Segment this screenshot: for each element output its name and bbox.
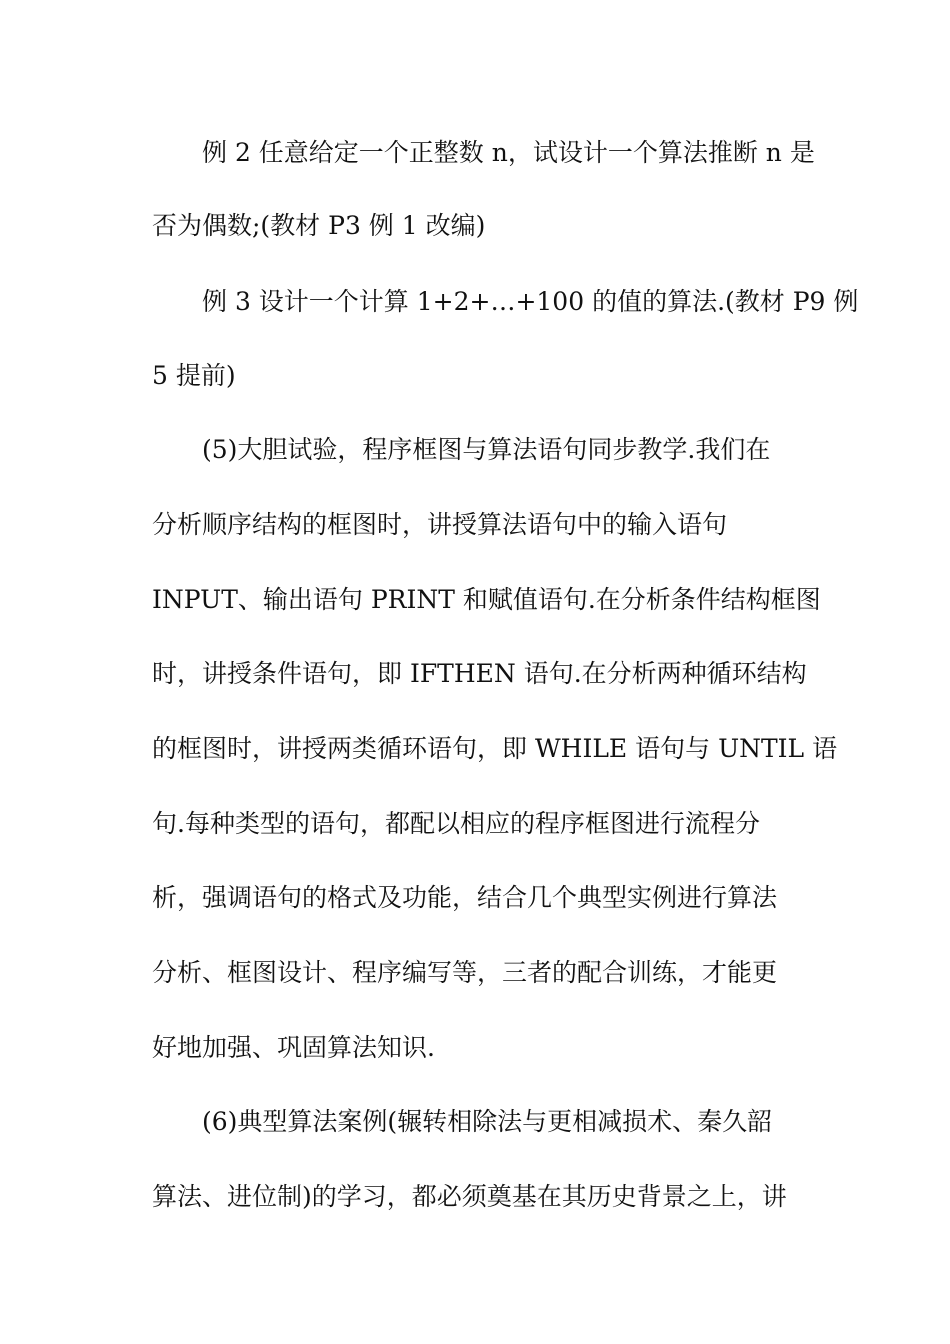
text-line: 例 3 设计一个计算 1+2+…+100 的值的算法.(教材 P9 例 — [202, 287, 859, 316]
text-line: 否为偶数;(教材 P3 例 1 改编) — [152, 211, 486, 240]
text-line: 算法、进位制)的学习，都必须奠基在其历史背景之上，讲 — [152, 1182, 787, 1211]
text-line: 的框图时，讲授两类循环语句，即 WHILE 语句与 UNTIL 语 — [152, 734, 838, 763]
text-line: (6)典型算法案例(辗转相除法与更相减损术、秦久韶 — [202, 1107, 773, 1136]
text-line: 分析、框图设计、程序编写等，三者的配合训练，才能更 — [152, 958, 778, 987]
text-line: INPUT、输出语句 PRINT 和赋值语句.在分析条件结构框图 — [152, 585, 821, 614]
text-line: 句.每种类型的语句，都配以相应的程序框图进行流程分 — [152, 809, 760, 838]
text-line: 5 提前) — [152, 361, 236, 390]
text-line: 时，讲授条件语句，即 IFTHEN 语句.在分析两种循环结构 — [152, 659, 807, 688]
text-line: 析，强调语句的格式及功能，结合几个典型实例进行算法 — [152, 883, 778, 912]
text-line: 例 2 任意给定一个正整数 n，试设计一个算法推断 n 是 — [202, 138, 815, 167]
text-line: (5)大胆试验，程序框图与算法语句同步教学.我们在 — [202, 435, 771, 464]
text-line: 好地加强、巩固算法知识. — [152, 1033, 435, 1062]
text-line: 分析顺序结构的框图时，讲授算法语句中的输入语句 — [152, 510, 728, 539]
